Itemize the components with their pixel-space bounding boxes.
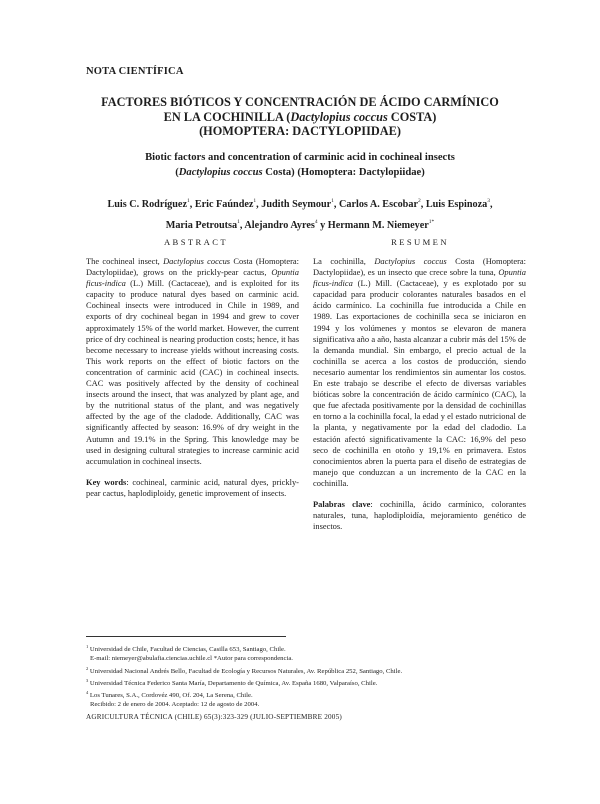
title-es-line3: (HOMOPTERA: DACTYLOPIIDAE)	[199, 124, 401, 138]
title-es-line2: EN LA COCHINILLA (Dactylopius coccus COSTA)	[163, 109, 437, 124]
footnote: $^3$ Universidad Técnica Federico Santa María, Departamento de Química, Av. España 1680, Valparaíso, Chile.	[86, 677, 378, 687]
footnotes	[86, 642, 526, 710]
footnote-divider	[86, 636, 286, 637]
resumen-body: La cochinilla, Dactylopius coccus Costa (Homoptera: Dactylopiidae), es un insecto que crece sobre la tuna, Opuntia ficus-indica (L.) Mill. (Cactaceae), y es explotado por su capacidad para producir colorantes naturales basados en el ácido carmínico. La cochinilla fue introducida a Chile en 1989. Las exportaciones de cochinilla seca se iniciaron en 1994 y los volúmenes y montos se elevaron de manera significativa año a año, hasta alcanzar a cubrir más del 15% de la demanda mundial. Sin embargo, el precio actual de la cochinilla se acerca a los costos de producción, siendo necesario aumentar los rendimientos sin aumentar los costos. En este trabajo se describe el efecto de diversas variables bióticas sobre la concentración de ácido carmínico (CAC), la que fue afectada positivamente por la densidad de cochinillas en torno a la cochinilla focal, la edad y el estado nutricional de la planta, y negativamente por la edad del cladodio. La estación afectó significativamente la CAC: 16,9% del peso seco de cochinilla en otoño y 19,1% en primavera. Estos conocimientos abren la puerta para el diseño de estrategias de manejo que conduzcan a un incremento de la CAC en la cochinilla.	[313, 256, 526, 488]
author-list	[70, 193, 530, 234]
section-label: NOTA CIENTÍFICA	[86, 66, 184, 77]
author-line-2: Maria Petroutsa$^1$, Alejandro Ayres$^4$ y Hermann M. Niemeyer$^{1*}$	[165, 218, 435, 231]
title-en-line1: Biotic factors and concentration of carminic acid in cochineal insects	[145, 152, 455, 163]
resumen-keywords: Palabras clave: cochinilla, ácido carmínico, colorantes naturales, tuna, haplodiploidía, mejoramiento genético de insectos.	[313, 498, 526, 532]
title-es-species: Dactylopius coccus	[290, 109, 388, 124]
footnote: $^2$ Universidad Nacional Andrés Bello, Facultad de Ecología y Recursos Naturales, Av. República 252, Santiago, Chile.	[86, 665, 403, 675]
footnote: $^1$ Universidad de Chile, Facultad de Ciencias, Casilla 653, Santiago, Chile.	[86, 644, 286, 653]
resumen-column	[313, 256, 526, 532]
abstract-keywords: Key words: cochineal, carminic acid, natural dyes, prickly-pear cactus, haplodiploidy, genetic improvement of insects.	[86, 476, 299, 498]
journal-footer: AGRICULTURA TÉCNICA (CHILE) 65(3):323-329 (JULIO-SEPTIEMBRE 2005)	[86, 713, 342, 721]
author-name: Luis C. Rodríguez	[107, 199, 187, 210]
author-name: Carlos A. Escobar	[339, 199, 418, 210]
abstract-column	[86, 256, 299, 499]
resumen-heading: RESUMEN	[391, 237, 449, 247]
author-name: Hermann M. Niemeyer	[327, 219, 429, 231]
title-es-line1: FACTORES BIÓTICOS Y CONCENTRACIÓN DE ÁCIDO CARMÍNICO	[101, 95, 499, 109]
author-name: Luis Espinoza	[425, 199, 488, 210]
footnote: E-mail: niemeyer@abulafia.ciencias.uchile.cl *Autor para correspondencia.	[90, 655, 293, 663]
title-en-species: Dactylopius coccus	[178, 167, 263, 178]
footnote: $^4$ Los Tunares, S.A., Cordovéz 490, Of. 204, La Serena, Chile.	[86, 690, 253, 700]
abstract-heading: ABSTRACT	[163, 237, 229, 247]
author-name: Alejandro Ayres	[244, 219, 315, 231]
author-name: Judith Seymour	[261, 199, 332, 210]
abstract-body: The cochineal insect, Dactylopius coccus Costa (Homoptera: Dactylopiidae), grows on the prickly-pear cactus, Opuntia ficus-indica (L.) Mill. (Cactaceae), and is exploited for its capacity to produce natural dyes based on carminic acid. Cochineal insects were introduced in Chile in 1989, and exports of dry cochineal began in 1994 and grew to cover approximately 15% of the world market. However, the current price of dry cochineal is nearing production costs; hence, it has become necessary to increase yields without increasing costs. This work reports on the effect of biotic factors on the concentration of carminic acid (CAC) in cochineal insects. CAC was positively affected by the density of cochineal insects around the insect, that was analyzed by plant age, and by the nutritional status of the plant, and was negatively affected by the age of the cladode. Additionally, CAC was significantly affected by season: 16.9% of dry weight in the Autumn and 19.1% in the Spring. This knowledge may be used in designing cultural strategies to increase carminic acid accumulation in cochineal insects.	[86, 256, 299, 466]
author-name: Eric Faúndez	[194, 199, 254, 210]
author-name: Maria Petroutsa	[165, 219, 238, 231]
author-connector: y	[320, 219, 326, 231]
title-spanish	[60, 95, 540, 139]
footnote: Recibido: 2 de enero de 2004. Aceptado: 12 de agosto de 2004.	[90, 701, 260, 709]
title-english	[70, 150, 530, 180]
title-en-line2: (Dactylopius coccus Costa) (Homoptera: Dactylopiidae)	[175, 167, 425, 178]
author-line-1: Luis C. Rodríguez$^1$, Eric Faúndez$^1$, Judith Seymour$^1$, Carlos A. Escobar$^2$, Luis Espinoza$^3$,	[107, 198, 493, 210]
